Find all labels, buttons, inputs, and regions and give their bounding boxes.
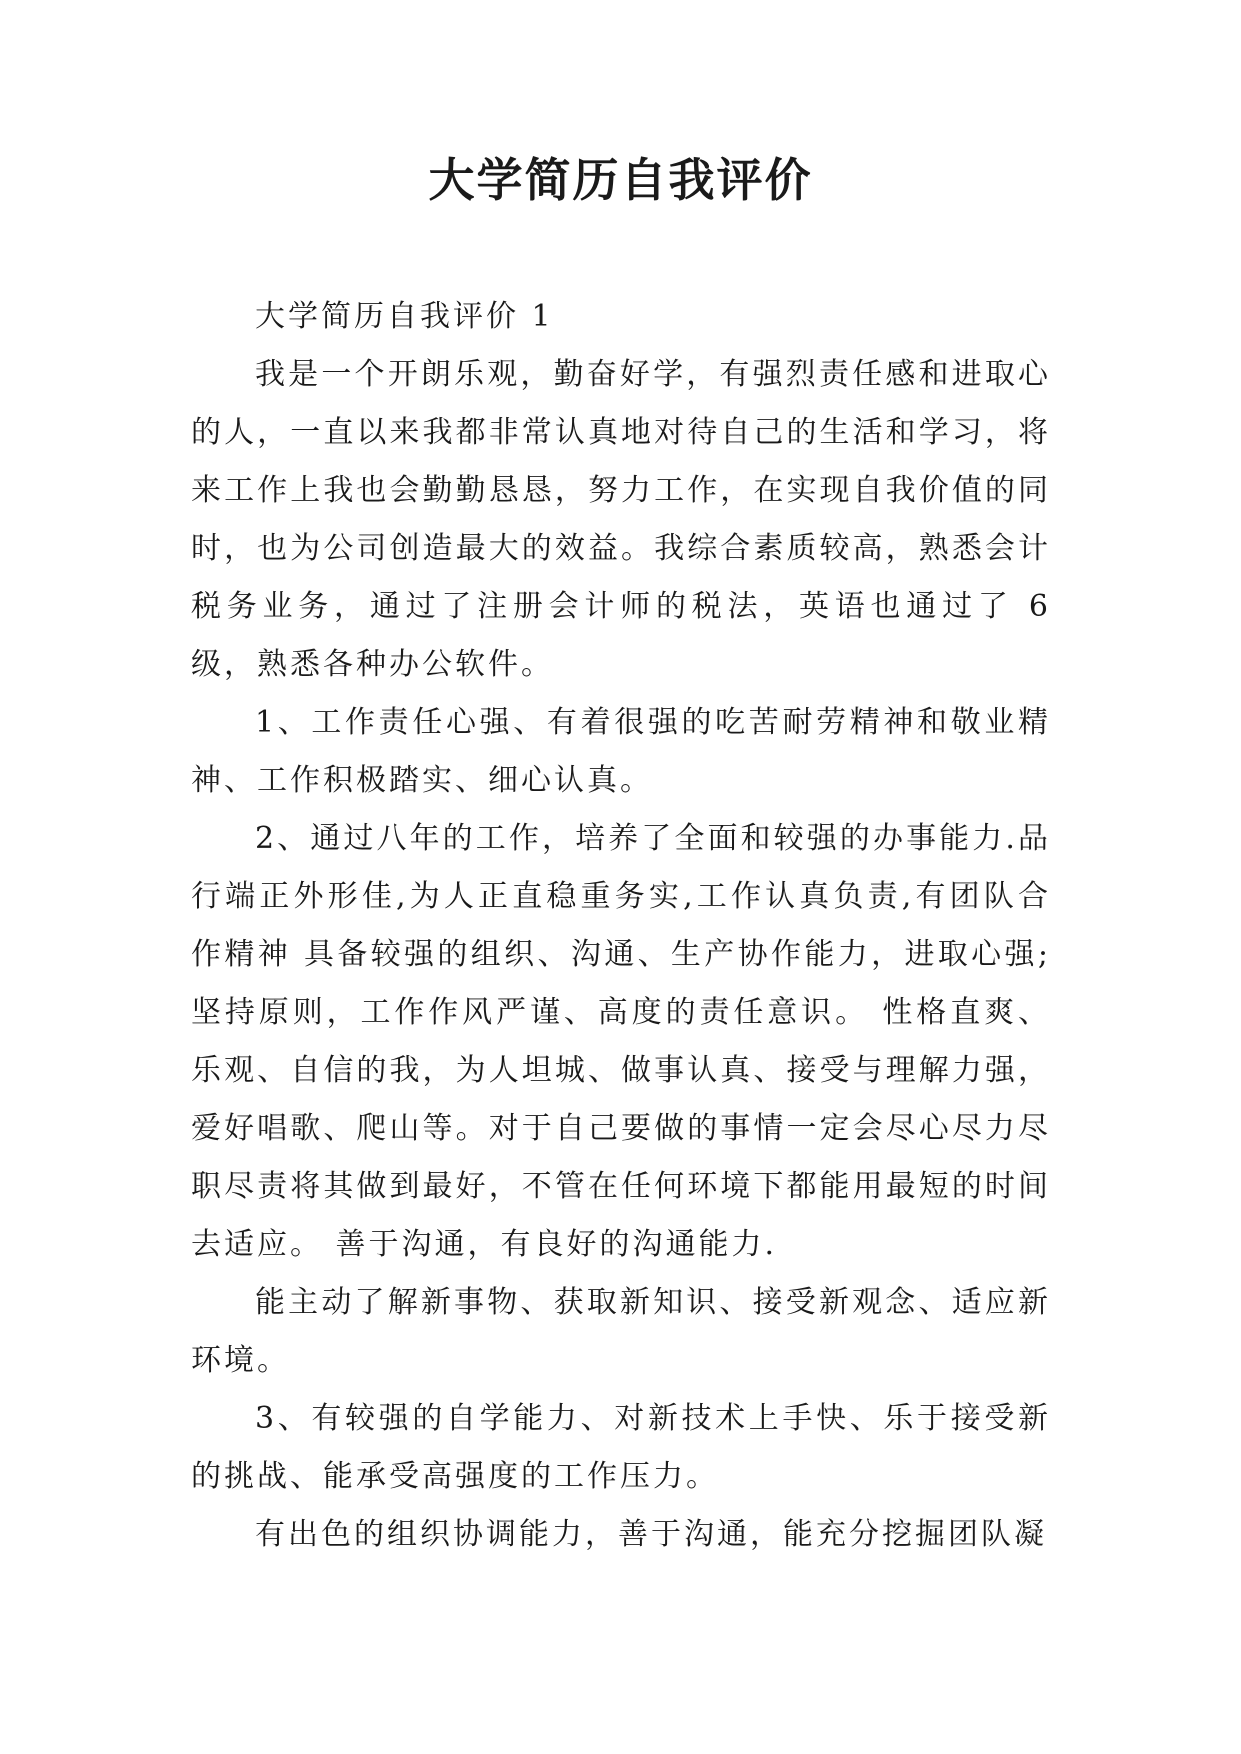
paragraph-new-things: 能主动了解新事物、获取新知识、接受新观念、适应新环境。: [191, 1285, 1051, 1378]
paragraph-item-2: 2、通过八年的工作，培养了全面和较强的办事能力.品行端正外形佳,为人正直稳重务实,工作认真负责,有团队合作精神 具备较强的组织、沟通、生产协作能力，进取心强;坚持原则，工作作风严谨、高度的责任意识。 性格直爽、乐观、自信的我，为人坦城、做事认真、接受与理解力强，爱好唱歌、爬山等。对于自己要做的事情一定会尽心尽力尽职尽责将其做到最好，不管在任何环境下都能用最短的时间去适应。 善于沟通，有良好的沟通能力.: [191, 821, 1051, 1262]
section-heading: 大学简历自我评价 1: [255, 299, 554, 334]
paragraph-organization: 有出色的组织协调能力，善于沟通，能充分挖掘团队凝: [255, 1517, 1047, 1552]
paragraph-item-1: 1、工作责任心强、有着很强的吃苦耐劳精神和敬业精神、工作积极踏实、细心认真。: [191, 705, 1051, 798]
document-title: 大学简历自我评价: [428, 153, 813, 207]
paragraph-item-3: 3、有较强的自学能力、对新技术上手快、乐于接受新的挑战、能承受高强度的工作压力。: [191, 1401, 1051, 1494]
document-body: [191, 288, 1051, 1564]
paragraph-intro: 我是一个开朗乐观，勤奋好学，有强烈责任感和进取心的人，一直以来我都非常认真地对待自己的生活和学习，将来工作上我也会勤勤恳恳，努力工作，在实现自我价值的同时，也为公司创造最大的效益。我综合素质较高，熟悉会计税务业务，通过了注册会计师的税法，英语也通过了 6 级，熟悉各种办公软件。: [191, 357, 1051, 682]
